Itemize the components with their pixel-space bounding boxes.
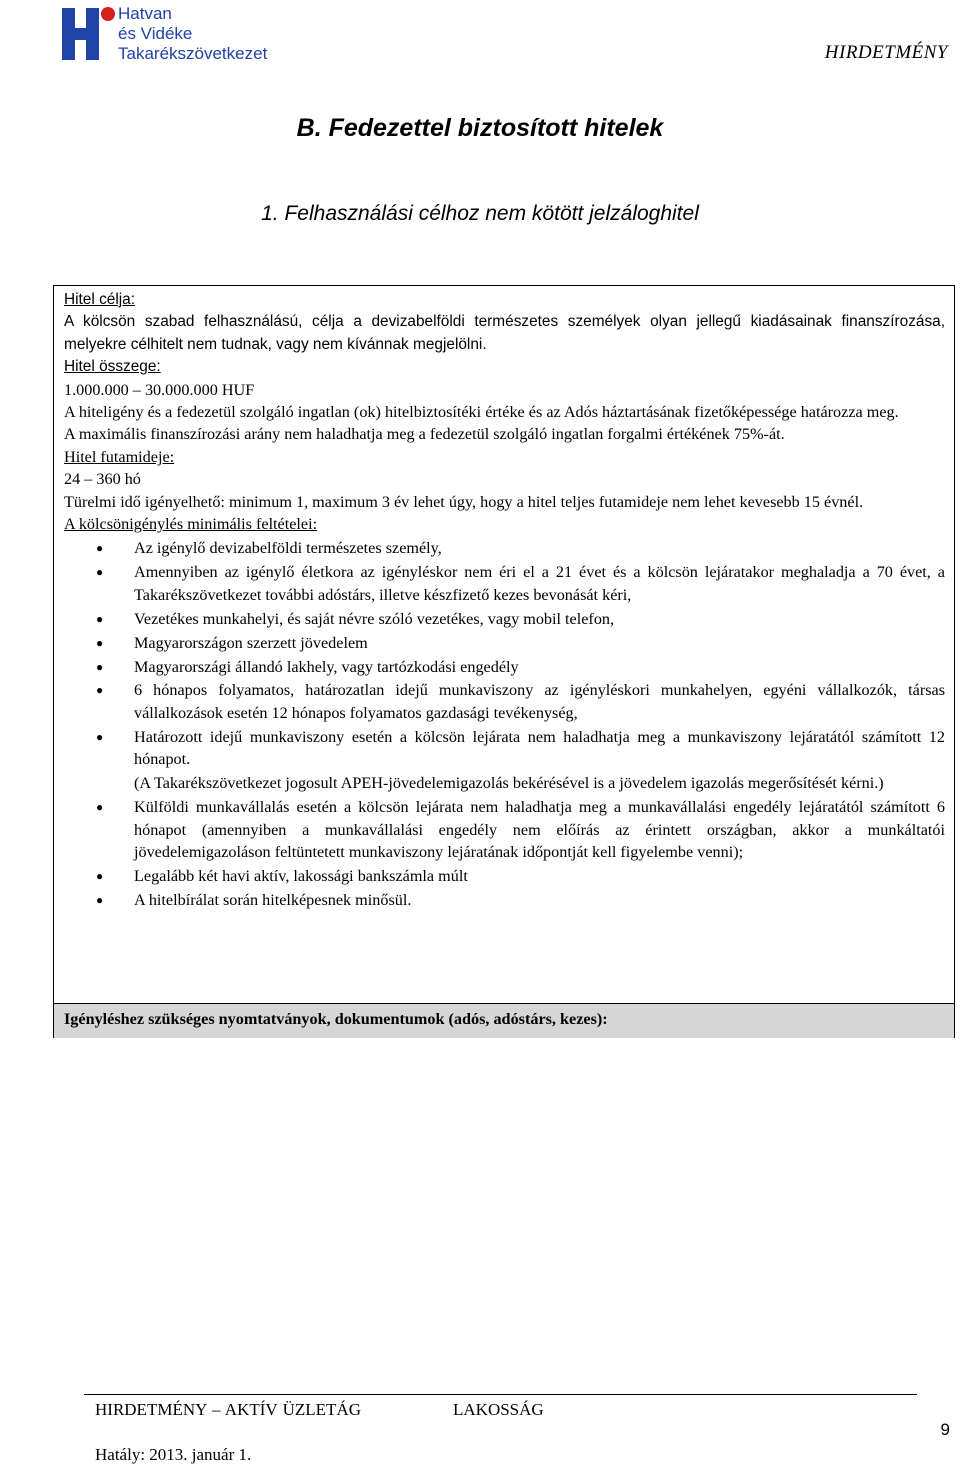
income-note: (A Takarékszövetkezet jogosult APEH-jövedelemigazolás bekérésével is a jövedelem igazolás megerősítését kérni.) (134, 774, 884, 793)
logo-line-3: Takarékszövetkezet (118, 44, 268, 63)
documents-heading: Igényléshez szükséges nyomtatványok, dokumentumok (adós, adóstárs, kezes): (64, 1010, 608, 1028)
section-title: 1. Felhasználási célhoz nem kötött jelzáloghitel (261, 202, 699, 225)
header-label: HIRDETMÉNY (824, 42, 948, 63)
footer-divider (84, 1394, 917, 1395)
logo-mark-icon (62, 4, 118, 64)
logo-line-2: és Vidéke (118, 24, 193, 43)
list-item: ● 6 hónapos folyamatos, határozatlan idejű munkaviszony az igényléskori munkahelyen, egyéni vállalkozók, társas vállalkozások esetén 12 hónapos folyamatos gazdasági tevékenység, (64, 679, 945, 724)
footer-date: Hatály: 2013. január 1. (95, 1445, 252, 1464)
conditions-heading: A kölcsönigénylés minimális feltételei: (64, 515, 318, 534)
list-item: ● Külföldi munkavállalás esetén a kölcsön lejárata nem haladhatja meg a munkavállalási engedély lejáratától számított 6 hónapot (amennyiben a munkavállalási engedély nem előírás az érintett országban, akkor a munkáltatói jövedelemigazoláson feltüntetett munkaviszony lejáratának időpontját kell figyelembe venni); (64, 796, 945, 863)
content-body (64, 289, 945, 913)
amount-text-2: A maximális finanszírozási arány nem haladhatja meg a fedezetül szolgáló ingatlan forgalmi értékének 75%-át. (64, 425, 785, 444)
list-item: ● Legalább két havi aktív, lakossági bankszámla múlt (64, 865, 945, 887)
list-item: ● Határozott idejű munkaviszony esetén a kölcsön lejárata nem haladhatja meg a munkaviszony lejáratától számított 12 hónapot. (64, 726, 945, 771)
list-item: ● Magyarországon szerzett jövedelem (64, 632, 945, 654)
amount-range: 1.000.000 – 30.000.000 HUF (64, 380, 255, 399)
footer-segment: LAKOSSÁG (453, 1400, 544, 1419)
purpose-text: A kölcsön szabad felhasználású, célja a devizabelföldi természetes személyek olyan jellegű kiadásainak finanszírozása, melyekre célhitelt nem tudnak, vagy nem kívánnak megjelölni. (64, 313, 945, 353)
amount-heading: Hitel összege: (64, 358, 161, 376)
page-title: B. Fedezettel biztosított hitelek (296, 114, 664, 142)
documents-header-row (54, 1003, 954, 1038)
list-item: ● Vezetékes munkahelyi, és saját névre szóló vezetékes, vagy mobil telefon, (64, 608, 945, 630)
list-item: ● Az igénylő devizabelföldi természetes személy, (64, 537, 945, 559)
logo (62, 4, 332, 64)
list-item: ● Amennyiben az igénylő életkora az igényléskor nem éri el a 21 évet és a kölcsön lejáratakor meghaladja a 70 évet, a Takarékszövetkezet további adóstárs, illetve készfizető kezes bevonását kéri, (64, 561, 945, 606)
page-number: 9 (940, 1420, 950, 1439)
term-heading: Hitel futamideje: (64, 447, 175, 466)
footer-label: HIRDETMÉNY – AKTÍV ÜZLETÁG (95, 1400, 361, 1419)
purpose-heading: Hitel célja: (64, 291, 135, 308)
term-text: Türelmi idő igényelhető: minimum 1, maximum 3 év lehet úgy, hogy a hitel teljes futamideje nem lehet kevesebb 15 évnél. (64, 492, 864, 511)
list-item: ● A hitelbírálat során hitelképesnek minősül. (64, 889, 945, 911)
term-range: 24 – 360 hó (64, 470, 141, 489)
logo-text (118, 4, 267, 64)
amount-text-1: A hiteligény és a fedezetül szolgáló ingatlan (ok) hitelbiztosítéki értéke és az Adós háztartásának fizetőképessége határozza meg. (64, 403, 899, 422)
logo-line-1: Hatvan (118, 4, 172, 23)
conditions-list (64, 537, 945, 770)
list-item: ● Magyarországi állandó lakhely, vagy tartózkodási engedély (64, 656, 945, 678)
conditions-list-2 (64, 796, 945, 911)
